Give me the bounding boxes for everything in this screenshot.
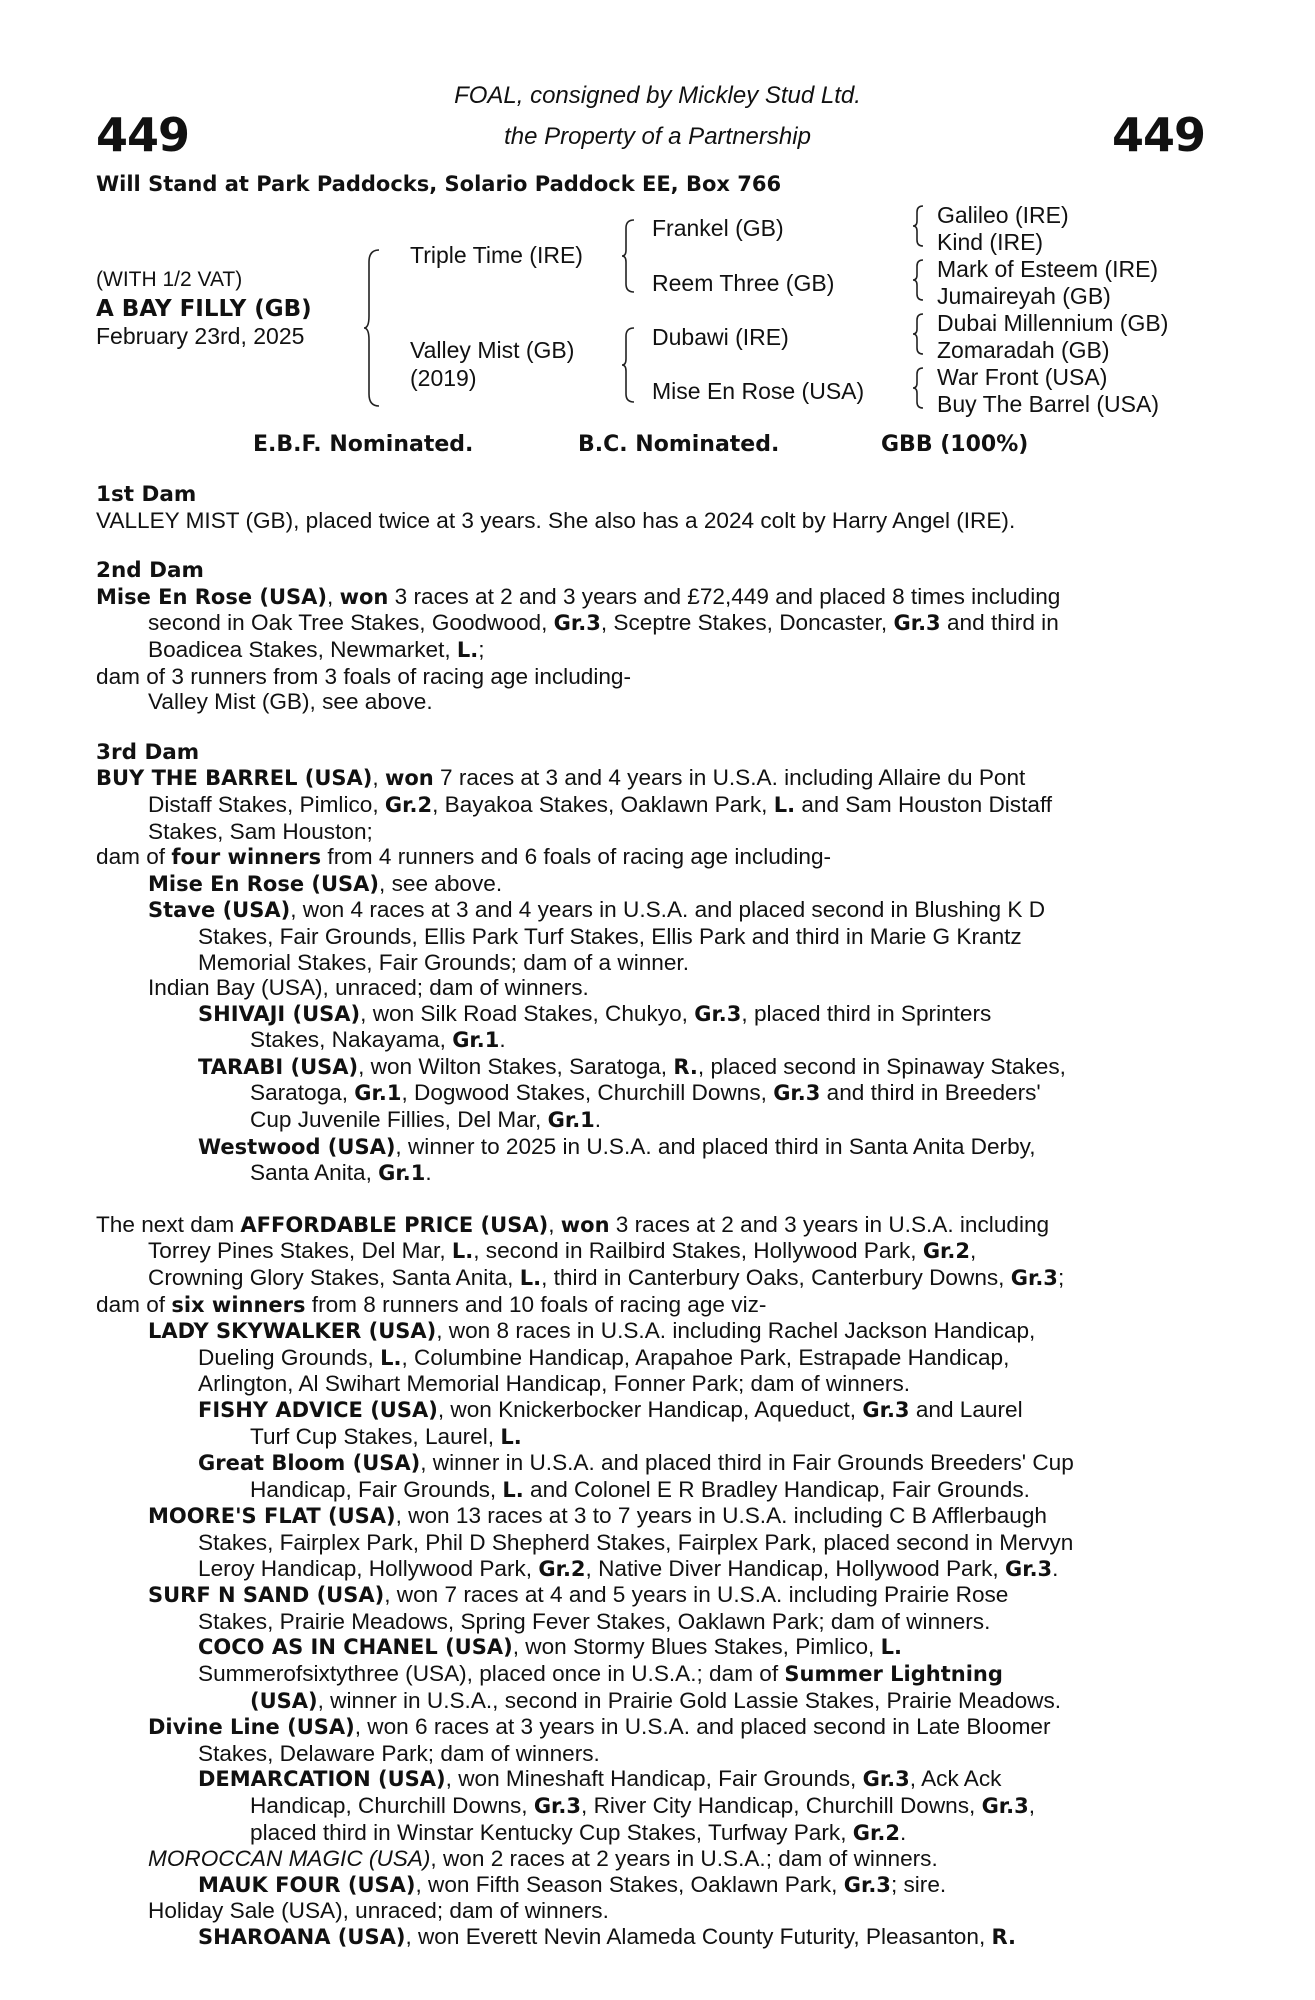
second-dam-heading: 2nd Dam [96,558,204,584]
pedigree-brace-sire [621,218,637,294]
third-dam-line-3: Stakes, Sam Houston; [148,818,373,844]
gbb-status: GBB (100%) [881,432,1029,457]
third-dam-line-11: Stakes, Nakayama, Gr.1. [250,1027,506,1053]
pedigree-gen3-1: Galileo (IRE) [937,202,1069,228]
third-dam-line-7: Stakes, Fair Grounds, Ellis Park Turf Stakes, Ellis Park and third in Marie G Krantz [198,923,1022,949]
next-dam-line-28: SHAROANA (USA), won Everett Nevin Alameda County Futurity, Pleasanton, R. [198,1923,1017,1949]
next-dam-line-18: Summerofsixtythree (USA), placed once in U.S.A.; dam of Summer Lightning [198,1660,1003,1686]
next-dam-line-23: Handicap, Churchill Downs, Gr.3, River City Handicap, Churchill Downs, Gr.3, [250,1792,1036,1818]
second-dam-line-2: second in Oak Tree Stakes, Goodwood, Gr.3, Sceptre Stakes, Doncaster, Gr.3 and third in [148,610,1059,636]
next-dam-line-21: Stakes, Delaware Park; dam of winners. [198,1740,600,1766]
next-dam-line-5: LADY SKYWALKER (USA), won 8 races in U.S.A. including Rachel Jackson Handicap, [148,1318,1036,1344]
lot-number-left: 449 [96,108,190,162]
third-dam-line-5: Mise En Rose (USA), see above. [148,870,503,896]
third-dam-line-14: Cup Juvenile Fillies, Del Mar, Gr.1. [250,1107,602,1133]
pedigree-sire: Triple Time (IRE) [410,242,583,268]
next-dam-line-2: Torrey Pines Stakes, Del Mar, L., second in Railbird Stakes, Hollywood Park, Gr.2, [148,1238,977,1264]
third-dam-line-15: Westwood (USA), winner to 2025 in U.S.A. and placed third in Santa Anita Derby, [198,1133,1036,1159]
pedigree-brace-g4 [912,366,926,410]
pedigree-sire-dam: Reem Three (GB) [652,270,835,296]
pedigree-brace-dam [621,326,637,404]
ebf-nomination: E.B.F. Nominated. [253,432,474,457]
foaling-date: February 23rd, 2025 [96,323,305,349]
next-dam-line-17: COCO AS IN CHANEL (USA), won Stormy Blues Stakes, Pimlico, L. [198,1634,902,1660]
third-dam-line-13: Saratoga, Gr.1, Dogwood Stakes, Churchill Downs, Gr.3 and third in Breeders' [250,1080,1041,1106]
next-dam-line-8: FISHY ADVICE (USA), won Knickerbocker Handicap, Aqueduct, Gr.3 and Laurel [198,1397,1023,1422]
next-dam-line-10: Great Bloom (USA), winner in U.S.A. and placed third in Fair Grounds Breeders' Cup [198,1450,1074,1476]
second-dam-line-4: dam of 3 runners from 3 foals of racing age including- [96,663,632,689]
first-dam-heading: 1st Dam [96,482,197,507]
third-dam-line-4: dam of four winners from 4 runners and 6 foals of racing age including- [96,844,832,870]
bc-nomination: B.C. Nominated. [578,432,780,457]
next-dam-line-26: MAUK FOUR (USA), won Fifth Season Stakes, Oaklawn Park, Gr.3; sire. [198,1871,947,1897]
pedigree-brace-main [363,248,383,408]
pedigree-sire-sire: Frankel (GB) [652,215,784,241]
property-line: the Property of a Partnership [504,123,811,150]
vat-note: (WITH 1/2 VAT) [96,268,243,291]
pedigree-gen3-3: Mark of Esteem (IRE) [937,256,1159,282]
third-dam-heading: 3rd Dam [96,739,200,765]
third-dam-line-8: Memorial Stakes, Fair Grounds; dam of a winner. [198,949,689,975]
next-dam-line-9: Turf Cup Stakes, Laurel, L. [250,1423,522,1449]
lot-number-right: 449 [1111,108,1205,162]
next-dam-line-7: Arlington, Al Swihart Memorial Handicap, Fonner Park; dam of winners. [198,1371,911,1397]
horse-name: A BAY FILLY (GB) [96,296,312,322]
next-dam-line-24: placed third in Winstar Kentucky Cup Stakes, Turfway Park, Gr.2. [250,1819,907,1845]
pedigree-gen3-4: Jumaireyah (GB) [937,283,1111,309]
next-dam-line-15: SURF N SAND (USA), won 7 races at 4 and 5 years in U.S.A. including Prairie Rose [148,1582,1009,1608]
third-dam-line-2: Distaff Stakes, Pimlico, Gr.2, Bayakoa Stakes, Oaklawn Park, L. and Sam Houston Distaff [148,791,1053,817]
pedigree-dam: Valley Mist (GB) [410,337,575,363]
pedigree-brace-g2 [912,258,926,302]
third-dam-line-9: Indian Bay (USA), unraced; dam of winners. [148,975,589,1001]
pedigree-gen3-8: Buy The Barrel (USA) [937,391,1159,417]
next-dam-line-27: Holiday Sale (USA), unraced; dam of winners. [148,1898,609,1924]
third-dam-line-16: Santa Anita, Gr.1. [250,1160,432,1186]
pedigree-gen3-7: War Front (USA) [937,364,1108,390]
catalogue-body [96,482,1206,1950]
next-dam-line-22: DEMARCATION (USA), won Mineshaft Handicap, Fair Grounds, Gr.3, Ack Ack [198,1766,1002,1792]
next-dam-line-1: The next dam AFFORDABLE PRICE (USA), won 3 races at 2 and 3 years in U.S.A. including [96,1211,1050,1237]
pedigree-gen3-2: Kind (IRE) [937,229,1044,255]
next-dam-line-6: Dueling Grounds, L., Columbine Handicap, Arapahoe Park, Estrapade Handicap, [198,1344,1010,1370]
consignor-line: FOAL, consigned by Mickley Stud Ltd. [454,82,861,109]
next-dam-line-12: MOORE'S FLAT (USA), won 13 races at 3 to 7 years in U.S.A. including C B Afflerbaugh [148,1503,1047,1529]
pedigree-brace-g1 [912,204,926,248]
third-dam-line-10: SHIVAJI (USA), won Silk Road Stakes, Chukyo, Gr.3, placed third in Sprinters [198,1000,992,1026]
stand-location: Will Stand at Park Paddocks, Solario Paddock EE, Box 766 [96,172,782,196]
third-dam-line-12: TARABI (USA), won Wilton Stakes, Saratoga, R., placed second in Spinaway Stakes, [198,1053,1066,1079]
pedigree-dam-sire: Dubawi (IRE) [652,324,789,350]
next-dam-line-14: Leroy Handicap, Hollywood Park, Gr.2, Native Diver Handicap, Hollywood Park, Gr.3. [198,1555,1059,1581]
pedigree-brace-g3 [912,312,926,356]
next-dam-line-13: Stakes, Fairplex Park, Phil D Shepherd Stakes, Fairplex Park, placed second in Mervyn [198,1529,1074,1555]
second-dam-line-5: Valley Mist (GB), see above. [148,689,433,715]
second-dam-line-3: Boadicea Stakes, Newmarket, L.; [148,636,485,662]
next-dam-line-4: dam of six winners from 8 runners and 10 foals of racing age viz- [96,1291,767,1317]
next-dam-line-3: Crowning Glory Stakes, Santa Anita, L., third in Canterbury Oaks, Canterbury Downs, Gr.3; [148,1265,1065,1291]
first-dam-text: VALLEY MIST (GB), placed twice at 3 years. She also has a 2024 colt by Harry Angel (IRE). [96,507,1016,533]
pedigree-dam-year: (2019) [410,365,477,391]
pedigree-gen3-6: Zomaradah (GB) [937,337,1110,363]
third-dam-line-6: Stave (USA), won 4 races at 3 and 4 years in U.S.A. and placed second in Blushing K D [148,897,1046,923]
next-dam-line-19: (USA), winner in U.S.A., second in Prairie Gold Lassie Stakes, Prairie Meadows. [250,1687,1062,1713]
pedigree-gen3-5: Dubai Millennium (GB) [937,310,1169,336]
third-dam-line-1: BUY THE BARREL (USA), won 7 races at 3 and 4 years in U.S.A. including Allaire du Pont [96,765,1026,791]
next-dam-line-16: Stakes, Prairie Meadows, Spring Fever Stakes, Oaklawn Park; dam of winners. [198,1608,991,1634]
pedigree-dam-dam: Mise En Rose (USA) [652,378,865,404]
next-dam-line-11: Handicap, Fair Grounds, L. and Colonel E R Bradley Handicap, Fair Grounds. [250,1476,1030,1502]
second-dam-line-1: Mise En Rose (USA), won 3 races at 2 and 3 years and £72,449 and placed 8 times including [96,583,1061,609]
next-dam-line-20: Divine Line (USA), won 6 races at 3 years in U.S.A. and placed second in Late Bloomer [148,1714,1051,1740]
next-dam-line-25: MOROCCAN MAGIC (USA), won 2 races at 2 years in U.S.A.; dam of winners. [148,1846,938,1872]
